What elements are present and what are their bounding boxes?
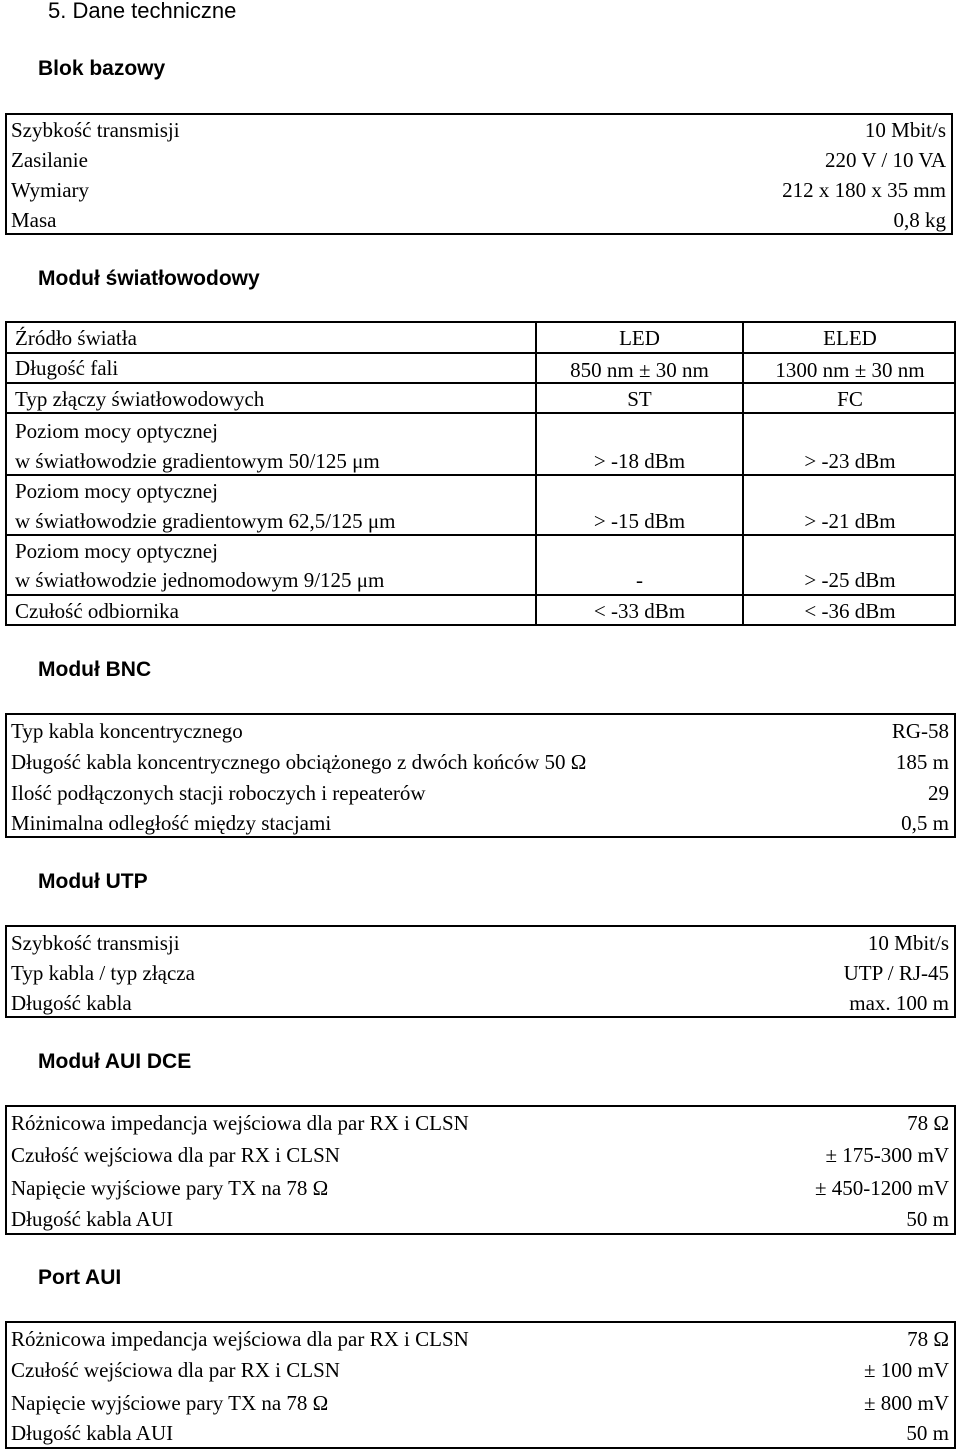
- page-title: 5. Dane techniczne: [48, 0, 237, 23]
- table-row: [7, 716, 954, 746]
- modul-utp-table: [5, 925, 956, 1018]
- row-label: Długość kabla AUI: [11, 1421, 174, 1445]
- led-value: -: [636, 568, 643, 592]
- row-divider: [7, 474, 954, 476]
- row-label: Typ kabla koncentrycznego: [11, 719, 243, 743]
- modul-bnc-table: [5, 713, 956, 838]
- row-value: 50 m: [906, 1207, 949, 1231]
- table-row: [7, 928, 954, 958]
- row-label: Czułość wejściowa dla par RX i CLSN: [11, 1143, 340, 1167]
- row-label: Ilość podłączonych stacji roboczych i repeaterów: [11, 781, 426, 805]
- row-value: ± 175-300 mV: [825, 1143, 949, 1167]
- row-value: 29: [928, 781, 949, 805]
- row-value: 220 V / 10 VA: [825, 148, 946, 172]
- section-title-blok-bazowy: Blok bazowy: [38, 57, 166, 80]
- row-value: ± 100 mV: [863, 1358, 949, 1382]
- row-value: ± 800 mV: [863, 1391, 949, 1415]
- eled-value: FC: [837, 387, 863, 411]
- section-title-port-aui: Port AUI: [38, 1266, 122, 1289]
- table-row: [7, 808, 954, 838]
- led-value: < -33 dBm: [593, 599, 686, 623]
- row-value: 0,5 m: [901, 811, 949, 835]
- row-label: Poziom mocy optycznej: [15, 479, 218, 503]
- row-value: 10 Mbit/s: [864, 118, 946, 142]
- row-divider: [7, 352, 954, 354]
- section-title-modul-swiatlowodowy: Moduł światłowodowy: [38, 267, 260, 290]
- row-label: Poziom mocy optycznej: [15, 539, 218, 563]
- row-label: Długość kabla koncentrycznego obciążonego z dwóch końców 50 Ω: [11, 750, 587, 774]
- table-row: [7, 988, 954, 1018]
- row-value: 212 x 180 x 35 mm: [782, 178, 946, 202]
- modul-swiatlowodowy-table: [5, 321, 956, 626]
- table-row: [7, 175, 951, 205]
- row-label: Długość fali: [15, 356, 119, 380]
- row-divider: [7, 594, 954, 596]
- row-label: Czułość wejściowa dla par RX i CLSN: [11, 1358, 340, 1382]
- table-row: [7, 1388, 954, 1418]
- row-label: Szybkość transmisji: [11, 118, 180, 142]
- led-value: > -15 dBm: [593, 509, 686, 533]
- table-row: [7, 747, 954, 777]
- row-label: Źródło światła: [15, 326, 137, 350]
- table-row: [7, 1204, 954, 1234]
- eled-value: > -23 dBm: [804, 449, 896, 473]
- row-label: Typ kabla / typ złącza: [11, 961, 195, 985]
- row-label: Szybkość transmisji: [11, 931, 180, 955]
- section-title-modul-bnc: Moduł BNC: [38, 658, 152, 681]
- table-row: [7, 205, 951, 235]
- port-aui-table: [5, 1321, 956, 1449]
- row-label-line2: w światłowodzie gradientowym 50/125 μm: [15, 449, 380, 473]
- row-label: Poziom mocy optycznej: [15, 419, 218, 443]
- led-value: > -18 dBm: [593, 449, 686, 473]
- table-row: [7, 1173, 954, 1203]
- row-label: Różnicowa impedancja wejściowa dla par RX i CLSN: [11, 1111, 469, 1135]
- modul-aui-dce-table: [5, 1105, 956, 1235]
- row-label-line2: w światłowodzie gradientowym 62,5/125 μm: [15, 509, 396, 533]
- row-label: Długość kabla: [11, 991, 132, 1015]
- table-row: [7, 1355, 954, 1385]
- row-value: max. 100 m: [849, 991, 949, 1015]
- eled-value: > -21 dBm: [804, 509, 896, 533]
- table-row: [7, 115, 951, 145]
- row-label: Wymiary: [11, 178, 90, 202]
- row-value: 10 Mbit/s: [867, 931, 949, 955]
- table-row: [7, 958, 954, 988]
- row-value: RG-58: [891, 719, 949, 743]
- eled-value: < -36 dBm: [804, 599, 896, 623]
- table-row: [7, 145, 951, 175]
- row-value: 78 Ω: [907, 1327, 949, 1351]
- row-value: 0,8 kg: [893, 208, 946, 232]
- row-value: ± 450-1200 mV: [814, 1176, 949, 1200]
- row-value: UTP / RJ-45: [843, 961, 949, 985]
- table-row: [7, 1324, 954, 1354]
- section-title-modul-aui-dce: Moduł AUI DCE: [38, 1050, 192, 1073]
- row-label: Napięcie wyjściowe pary TX na 78 Ω: [11, 1176, 329, 1200]
- eled-value: > -25 dBm: [804, 568, 896, 592]
- row-label: Typ złączy światłowodowych: [15, 387, 265, 411]
- row-divider: [7, 534, 954, 536]
- table-row: [7, 1418, 954, 1448]
- led-value: LED: [619, 326, 660, 350]
- row-value: 78 Ω: [907, 1111, 949, 1135]
- row-value: 185 m: [895, 750, 949, 774]
- row-label: Zasilanie: [11, 148, 88, 172]
- eled-value: ELED: [823, 326, 877, 350]
- section-title-modul-utp: Moduł UTP: [38, 870, 148, 893]
- eled-value: 1300 nm ± 30 nm: [775, 358, 925, 382]
- row-label-line2: w światłowodzie jednomodowym 9/125 μm: [15, 568, 385, 592]
- blok-bazowy-table: [5, 113, 953, 235]
- row-label: Napięcie wyjściowe pary TX na 78 Ω: [11, 1391, 329, 1415]
- row-label: Różnicowa impedancja wejściowa dla par RX i CLSN: [11, 1327, 469, 1351]
- row-label: Czułość odbiornika: [15, 599, 179, 623]
- row-label: Masa: [11, 208, 57, 232]
- table-row: [7, 1108, 954, 1138]
- table-row: [7, 1140, 954, 1170]
- led-value: ST: [627, 387, 652, 411]
- table-row: [7, 778, 954, 808]
- row-value: 50 m: [906, 1421, 949, 1445]
- row-label: Minimalna odległość między stacjami: [11, 811, 332, 835]
- row-label: Długość kabla AUI: [11, 1207, 174, 1231]
- led-value: 850 nm ± 30 nm: [570, 358, 709, 382]
- row-divider: [7, 412, 954, 414]
